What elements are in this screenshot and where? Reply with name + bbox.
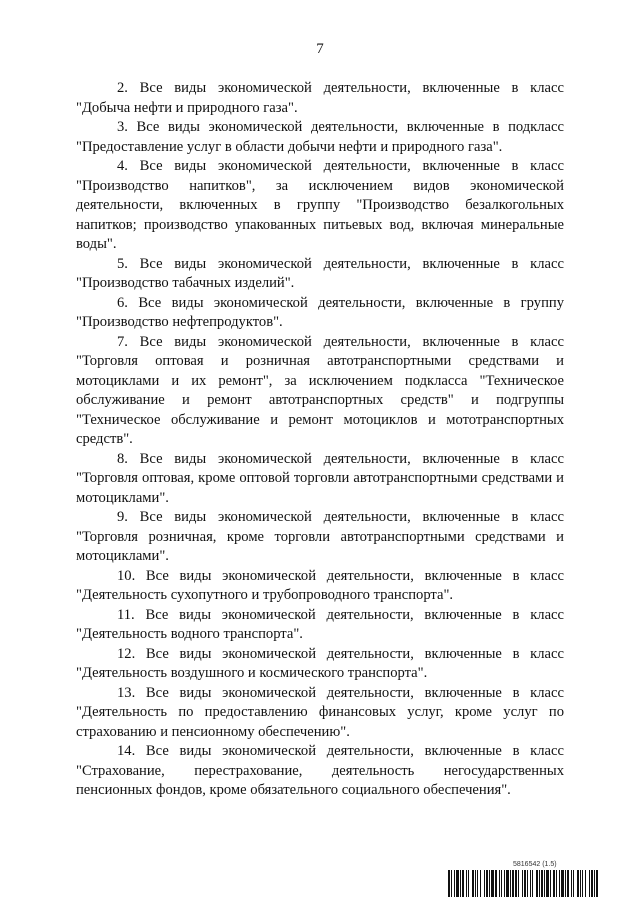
paragraph-8: 8. Все виды экономической деятельности, включенные в класс "Торговля оптовая, кроме оптовой торговли автотранспортными средствами и мотоциклами". bbox=[76, 450, 564, 506]
document-body bbox=[76, 79, 564, 801]
paragraph-6: 6. Все виды экономической деятельности, включенные в группу "Производство нефтепродуктов". bbox=[76, 294, 564, 330]
paragraph-13: 13. Все виды экономической деятельности, включенные в класс "Деятельность по предоставлению финансовых услуг, кроме услуг по страхованию и пенсионному обеспечению". bbox=[76, 684, 564, 740]
paragraph-10: 10. Все виды экономической деятельности, включенные в класс "Деятельность сухопутного и трубопроводного транспорта". bbox=[76, 567, 564, 603]
page-number: 7 bbox=[316, 41, 324, 57]
paragraph-14: 14. Все виды экономической деятельности, включенные в класс "Страхование, перестрахование, деятельность негосударственных пенсионных фондов, кроме обязательного социального обеспечения". bbox=[76, 743, 564, 798]
paragraph-4: 4. Все виды экономической деятельности, включенные в класс "Производство напитков", за исключением видов экономической деятельности, включенных в группу "Производство безалкогольных напитков; производство упакованных питьевых вод, включая минеральные воды". bbox=[76, 158, 564, 252]
paragraph-12: 12. Все виды экономической деятельности, включенные в класс "Деятельность воздушного и космического транспорта". bbox=[76, 645, 564, 681]
paragraph-3: 3. Все виды экономической деятельности, включенные в подкласс "Предоставление услуг в области добычи нефти и природного газа". bbox=[76, 119, 564, 155]
document-barcode-block bbox=[448, 861, 598, 897]
paragraph-7: 7. Все виды экономической деятельности, включенные в класс "Торговля оптовая и розничная автотранспортными средствами и мотоциклами и их ремонт", за исключением подкласса "Техническое обслуживание и ремонт автотранспортных средств" и подгруппы "Техническое обслуживание и ремонт мотоциклов и мототранспортных средств". bbox=[76, 333, 564, 447]
paragraph-9: 9. Все виды экономической деятельности, включенные в класс "Торговля розничная, кроме торговли автотранспортными средствами и мотоциклами". bbox=[76, 509, 564, 564]
paragraph-2: 2. Все виды экономической деятельности, включенные в класс "Добыча нефти и природного газа". bbox=[76, 80, 564, 116]
paragraph-5: 5. Все виды экономической деятельности, включенные в класс "Производство табачных изделий". bbox=[76, 255, 564, 291]
paragraph-11: 11. Все виды экономической деятельности, включенные в класс "Деятельность водного транспорта". bbox=[76, 606, 564, 642]
barcode-icon bbox=[448, 870, 598, 897]
document-code-label: 5816542 (1.5) bbox=[513, 861, 557, 868]
